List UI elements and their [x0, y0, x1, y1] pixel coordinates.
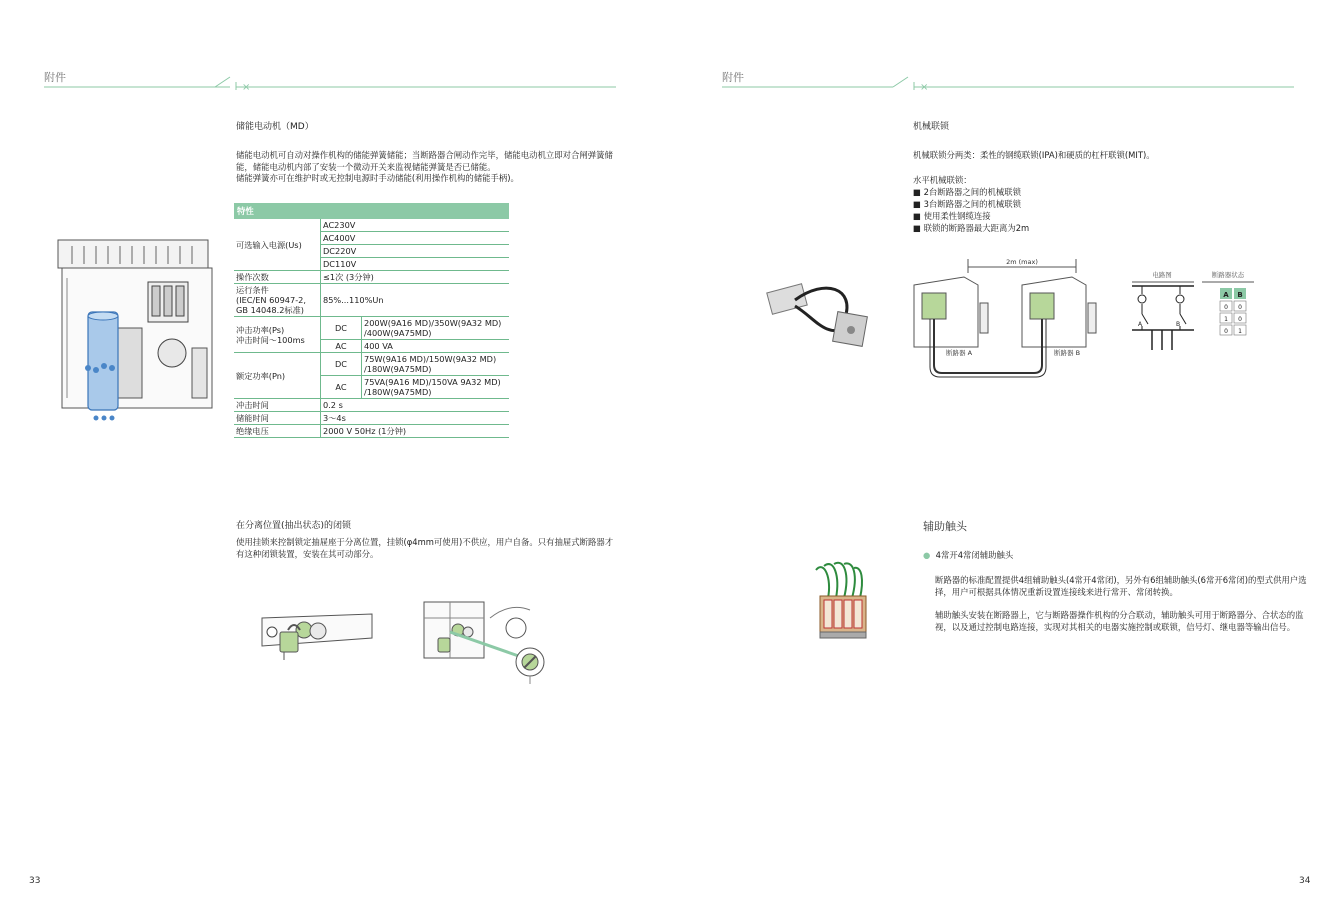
state-col-a: A — [1223, 291, 1229, 299]
state-cell: 0 — [1224, 328, 1228, 335]
lock-section-title: 在分离位置(抽出状态)的闭锁 — [236, 521, 352, 531]
circuit-sym-a: A — [1138, 321, 1143, 328]
lock-text: 使用挂锁来控制锁定抽屉座于分离位置，挂锁(φ4mm可使用)不供应，用户自备。只有抽屉式断路器才有这种闭锁装置，安装在其可动部分。 — [236, 537, 614, 559]
aux-bullet — [923, 549, 1013, 561]
horizontal-interlock-list — [913, 186, 1029, 234]
aux-paragraph-2: 辅助触头安装在断路器上，它与断路器操作机构的分合联动，辅助触头可用于断路器分、合状态的监视，以及通过控制电路连接，实现对其相关的电器实施控制或联锁，信号灯、继电器等输出信号。 — [935, 610, 1304, 632]
motor-section-title: 储能电动机（MD） — [236, 122, 314, 132]
spec-value: DC220V — [321, 245, 510, 258]
horizontal-interlock-title: 水平机械联锁： — [913, 175, 972, 185]
list-item: ■ 3台断路器之间的机械联锁 — [913, 199, 1022, 209]
cable-interlock-illustration — [765, 278, 875, 358]
spec-value: 2000 V 50Hz (1分钟) — [321, 425, 510, 438]
list-item-text: 使用柔性钢缆连接 — [923, 211, 991, 221]
spec-value: ≤1次 (3分钟) — [321, 271, 510, 284]
circuit-label: 电路图 — [1152, 271, 1172, 279]
bullet-icon: ● — [923, 550, 931, 560]
spec-value: 85%...110%Un — [321, 284, 510, 317]
svg-text:×: × — [920, 82, 929, 92]
spec-subkey: DC — [321, 317, 362, 340]
right-page-number: 34 — [1299, 876, 1311, 886]
interlock-diagram — [908, 255, 1108, 380]
spec-table-header: 特性 — [234, 203, 509, 219]
spec-label-charge-time: 储能时间 — [234, 412, 321, 425]
spec-label-rated: 额定功率(Pn) — [234, 353, 321, 399]
list-item: ■ 2台断路器之间的机械联锁 — [913, 187, 1022, 197]
spec-value: AC400V — [321, 232, 510, 245]
spec-label-inrush-time: 冲击时间 — [234, 399, 321, 412]
state-cell: 0 — [1224, 304, 1228, 311]
list-item: ■ 联锁的断路器最大距离为2m — [913, 223, 1030, 233]
breaker-motor-illustration — [52, 238, 222, 423]
distance-label: 2m (max) — [1006, 258, 1038, 266]
spec-subkey: AC — [321, 340, 362, 353]
spec-value: 3～4s — [321, 412, 510, 425]
state-label: 断路器状态 — [1211, 271, 1245, 279]
state-cell: 0 — [1238, 316, 1242, 323]
list-item-text: 3台断路器之间的机械联锁 — [923, 199, 1022, 209]
spec-value: AC230V — [321, 219, 510, 232]
left-page-number: 33 — [29, 876, 41, 886]
interlock-circuit-diagram — [1128, 268, 1258, 358]
state-cell: 1 — [1238, 328, 1242, 335]
spec-value: 0.2 s — [321, 399, 510, 412]
aux-item-text: 4常开4常闭辅助触头 — [935, 550, 1014, 560]
motor-intro: 储能电动机可自动对操作机构的储能弹簧储能；当断路器合闸动作完毕，储能电动机立即对合闸弹簧储能，储能电动机内部了安装一个微动开关来监视储能弹簧是否已储能。 储能弹簧亦可在维护时或无控制电源时手动储能(利用操作机构的储能手柄)。 — [236, 150, 613, 184]
right-header-rule — [718, 76, 1298, 92]
spec-subkey: AC — [321, 376, 362, 399]
spec-value: DC110V — [321, 258, 510, 271]
aux-paragraph-1: 断路器的标准配置提供4组辅助触头(4常开4常闭)，另外有6组辅助触头(6常开6常闭)的型式供用户选择，用户可根据具体情况重新设置连接线来进行常开、常闭转换。 — [935, 575, 1307, 597]
right-header: 附件 — [722, 71, 744, 84]
spec-label-insulation: 绝缘电压 — [234, 425, 321, 438]
spec-label-supply: 可选输入电源(Us) — [234, 219, 321, 271]
circuit-sym-b: B — [1176, 321, 1181, 328]
state-cell: 1 — [1224, 316, 1228, 323]
spec-subkey: DC — [321, 353, 362, 376]
spec-label-inrush: 冲击功率(Ps) 冲击时间～100ms — [234, 317, 321, 353]
spec-label-operations: 操作次数 — [234, 271, 321, 284]
svg-text:×: × — [242, 82, 251, 92]
left-header: 附件 — [44, 71, 66, 84]
spec-value: 200W(9A16 MD)/350W(9A32 MD) /400W(9A75MD) — [362, 317, 510, 340]
state-cell: 0 — [1238, 304, 1242, 311]
padlock-illustration-front — [258, 610, 378, 670]
interlock-intro: 机械联锁分两类：柔性的钢缆联锁(IPA)和硬质的杠杆联锁(MIT)。 — [913, 150, 1155, 160]
motor-spec-table — [234, 203, 509, 438]
padlock-illustration-drawout — [420, 598, 550, 688]
spec-value: 75W(9A16 MD)/150W(9A32 MD) /180W(9A75MD) — [362, 353, 510, 376]
aux-section-title: 辅助触头 — [923, 520, 967, 533]
list-item-text: 联锁的断路器最大距离为2m — [923, 223, 1030, 233]
spec-label-conditions: 运行条件 (IEC/EN 60947-2, GB 14048.2标准) — [234, 284, 321, 317]
aux-contact-illustration — [810, 558, 870, 643]
list-item-text: 2台断路器之间的机械联锁 — [923, 187, 1022, 197]
left-header-rule — [40, 76, 620, 92]
interlock-section-title: 机械联锁 — [913, 122, 950, 132]
list-item: ■ 使用柔性钢缆连接 — [913, 211, 991, 221]
spec-value: 400 VA — [362, 340, 510, 353]
state-col-b: B — [1237, 291, 1243, 299]
breaker-a-label: 断路器 A — [946, 349, 973, 357]
breaker-b-label: 断路器 B — [1054, 349, 1081, 357]
spec-value: 75VA(9A16 MD)/150VA 9A32 MD) /180W(9A75MD) — [362, 376, 510, 399]
